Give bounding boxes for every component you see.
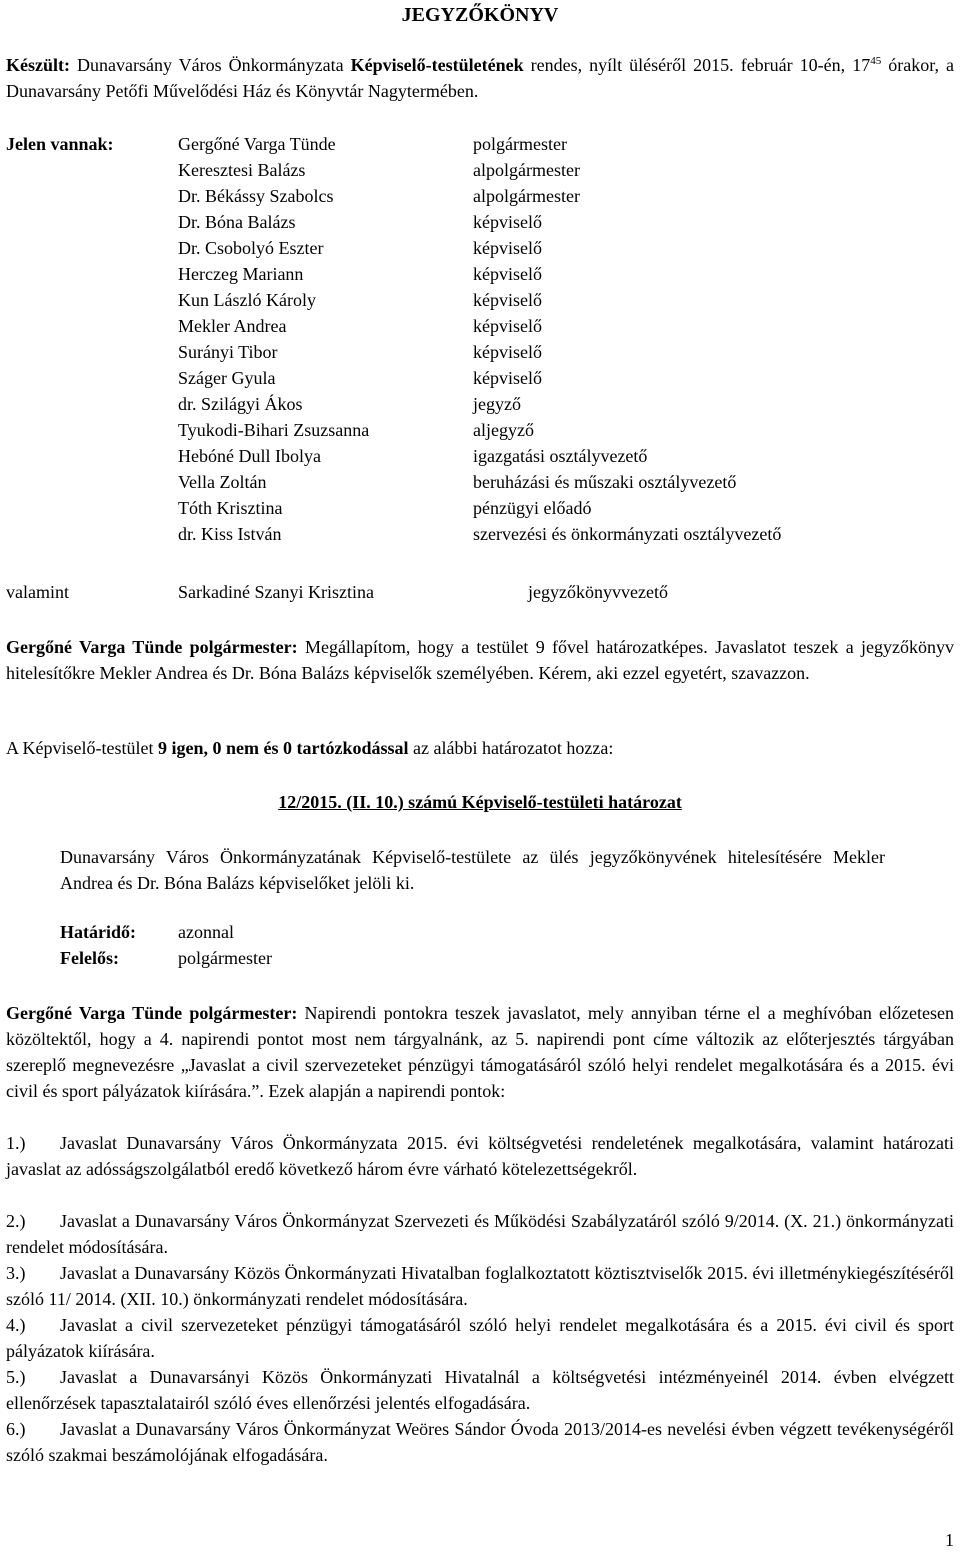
paragraph-text: Megállapítom, hogy a testület 9 fővel határozatképes. Javaslatot teszek a jegyzőkönyv hitelesítőkre Mekler Andrea és Dr. Bóna Balázs képviselők személyében. Kérem, aki ezzel egyetért, szavazzon. bbox=[6, 637, 954, 683]
also-name: Sarkadiné Szanyi Krisztina bbox=[178, 582, 374, 602]
speaker-label: Gergőné Varga Tünde polgármester: bbox=[6, 637, 298, 657]
attendee-name: Keresztesi Balázs bbox=[178, 160, 306, 180]
agenda-item bbox=[6, 1208, 954, 1260]
deadline-value: azonnal bbox=[178, 922, 234, 942]
agenda-item-number: 2.) bbox=[6, 1211, 26, 1231]
paragraph-agenda-intro bbox=[6, 1000, 954, 1104]
vote-result bbox=[6, 738, 613, 759]
also-role: jegyzőkönyvvezető bbox=[528, 582, 668, 602]
agenda-item bbox=[6, 1312, 954, 1364]
agenda-item-number: 3.) bbox=[6, 1263, 26, 1283]
paragraph-quorum bbox=[6, 634, 954, 686]
attendee-name: Mekler Andrea bbox=[178, 316, 287, 336]
document-title: JEGYZŐKÖNYV bbox=[401, 4, 559, 26]
attendee-name: Dr. Csobolyó Eszter bbox=[178, 238, 324, 258]
deadline-label: Határidő: bbox=[60, 922, 136, 942]
attendee-name: Gergőné Varga Tünde bbox=[178, 134, 336, 154]
intro-bold: Képviselő-testületének bbox=[350, 55, 524, 75]
paragraph-text: Napirendi pontokra teszek javaslatot, mely annyiban térne el a meghívóban előzetesen közöltektől, hogy a 4. napirendi pontot most nem tárgyalnánk, az 5. napirendi pont címe változik az előterjesztés tárgyában szereplő megnevezésre „Javaslat a civil szervezeteket pénzügyi támogatásáról szóló helyi rendelet megalkotására és a 2015. évi civil és sport pályázatok kiírására.”. Ezek alapján a napirendi pontok: bbox=[6, 1003, 954, 1101]
vote-text-1: A Képviselő-testület bbox=[6, 738, 158, 758]
attendee-role: pénzügyi előadó bbox=[473, 498, 592, 518]
intro-text-3: órakor, a Dunavarsány Petőfi Művelődési Ház és Könyvtár Nagytermében. bbox=[6, 55, 954, 101]
attendee-name: dr. Kiss István bbox=[178, 524, 282, 544]
vote-text-2: az alábbi határozatot hozza: bbox=[408, 738, 614, 758]
attendee-role: beruházási és műszaki osztályvezető bbox=[473, 472, 737, 492]
attendee-name: Dr. Békássy Szabolcs bbox=[178, 186, 334, 206]
attendee-name: Vella Zoltán bbox=[178, 472, 267, 492]
responsible-value: polgármester bbox=[178, 948, 272, 968]
agenda-item-text: Javaslat Dunavarsány Város Önkormányzata 2015. évi költségvetési rendeletének megalkotására, valamint határozati javaslat az adósságszolgálatból eredő következő három évre várható kötelezettségekről. bbox=[6, 1133, 954, 1179]
intro-label: Készült: bbox=[6, 55, 70, 75]
agenda-item bbox=[6, 1416, 954, 1468]
attendee-role: képviselő bbox=[473, 342, 542, 362]
vote-bold: 9 igen, 0 nem és 0 tartózkodással bbox=[157, 738, 409, 758]
attendee-name: dr. Szilágyi Ákos bbox=[178, 394, 303, 414]
attendee-role: jegyző bbox=[473, 394, 521, 414]
attendee-role: képviselő bbox=[473, 368, 542, 388]
attendee-role: igazgatási osztályvezető bbox=[473, 446, 648, 466]
attendee-name: Hebóné Dull Ibolya bbox=[178, 446, 321, 466]
page-number: 1 bbox=[945, 1530, 954, 1550]
agenda-item-number: 1.) bbox=[6, 1133, 26, 1153]
attendee-name: Dr. Bóna Balázs bbox=[178, 212, 296, 232]
agenda-item-text: Javaslat a Dunavarsányi Közös Önkormányzati Hivatalnál a költségvetési intézményeinél 2014. évben elvégzett ellenőrzések tapasztalatairól szóló éves ellenőrzési jelentés elfogadására. bbox=[6, 1367, 954, 1413]
resolution-title: 12/2015. (II. 10.) számú Képviselő-testületi határozat bbox=[278, 792, 682, 812]
attendee-role: polgármester bbox=[473, 134, 567, 154]
agenda-item bbox=[6, 1260, 954, 1312]
agenda-item-text: Javaslat a civil szervezeteket pénzügyi támogatásáról szóló helyi rendelet megalkotására és a 2015. évi civil és sport pályázatok kiírására. bbox=[6, 1315, 954, 1361]
attendee-name: Száger Gyula bbox=[178, 368, 276, 388]
intro-text-1: Dunavarsány Város Önkormányzata bbox=[69, 55, 351, 75]
attendee-name: Surányi Tibor bbox=[178, 342, 278, 362]
agenda-item bbox=[6, 1364, 954, 1416]
attendee-name: Tóth Krisztina bbox=[178, 498, 283, 518]
attendee-role: aljegyző bbox=[473, 420, 534, 440]
attendee-role: szervezési és önkormányzati osztályvezető bbox=[473, 524, 782, 544]
attendee-role: képviselő bbox=[473, 264, 542, 284]
responsible-label: Felelős: bbox=[60, 948, 119, 968]
attendee-name: Herczeg Mariann bbox=[178, 264, 304, 284]
agenda-item-text: Javaslat a Dunavarsány Város Önkormányzat Szervezeti és Működési Szabályzatáról szóló 9/2014. (X. 21.) önkormányzati rendelet módosítására. bbox=[6, 1211, 954, 1257]
resolution-body: Dunavarsány Város Önkormányzatának Képviselő-testülete az ülés jegyzőkönyvének hitelesítésére Mekler Andrea és Dr. Bóna Balázs képviselőket jelöli ki. bbox=[60, 847, 885, 893]
attendee-name: Kun László Károly bbox=[178, 290, 316, 310]
attendee-role: képviselő bbox=[473, 316, 542, 336]
attendee-role: képviselő bbox=[473, 290, 542, 310]
agenda-item-number: 4.) bbox=[6, 1315, 26, 1335]
agenda-item-number: 6.) bbox=[6, 1419, 26, 1439]
intro-sup: 45 bbox=[870, 55, 882, 67]
agenda-item-number: 5.) bbox=[6, 1367, 26, 1387]
also-label: valamint bbox=[6, 582, 69, 602]
agenda-item-text: Javaslat a Dunavarsány Város Önkormányzat Weöres Sándor Óvoda 2013/2014-es nevelési évben végzett tevékenységéről szóló szakmai beszámolójának elfogadására. bbox=[6, 1419, 954, 1465]
attendee-role: képviselő bbox=[473, 212, 542, 232]
speaker-label: Gergőné Varga Tünde polgármester: bbox=[6, 1003, 298, 1023]
intro-paragraph bbox=[6, 52, 954, 104]
intro-text-2: rendes, nyílt üléséről 2015. február 10-én, 17 bbox=[523, 55, 871, 75]
agenda-item bbox=[6, 1130, 954, 1182]
attendee-role: képviselő bbox=[473, 238, 542, 258]
attendee-role: alpolgármester bbox=[473, 186, 580, 206]
attendee-role: alpolgármester bbox=[473, 160, 580, 180]
attendee-name: Tyukodi-Bihari Zsuzsanna bbox=[178, 420, 370, 440]
attendance-label: Jelen vannak: bbox=[6, 134, 114, 154]
agenda-item-text: Javaslat a Dunavarsány Közös Önkormányzati Hivatalban foglalkoztatott köztisztviselők 2015. évi illetménykiegészítéséről szóló 11/ 2014. (XII. 10.) önkormányzati rendelet módosítására. bbox=[6, 1263, 954, 1309]
